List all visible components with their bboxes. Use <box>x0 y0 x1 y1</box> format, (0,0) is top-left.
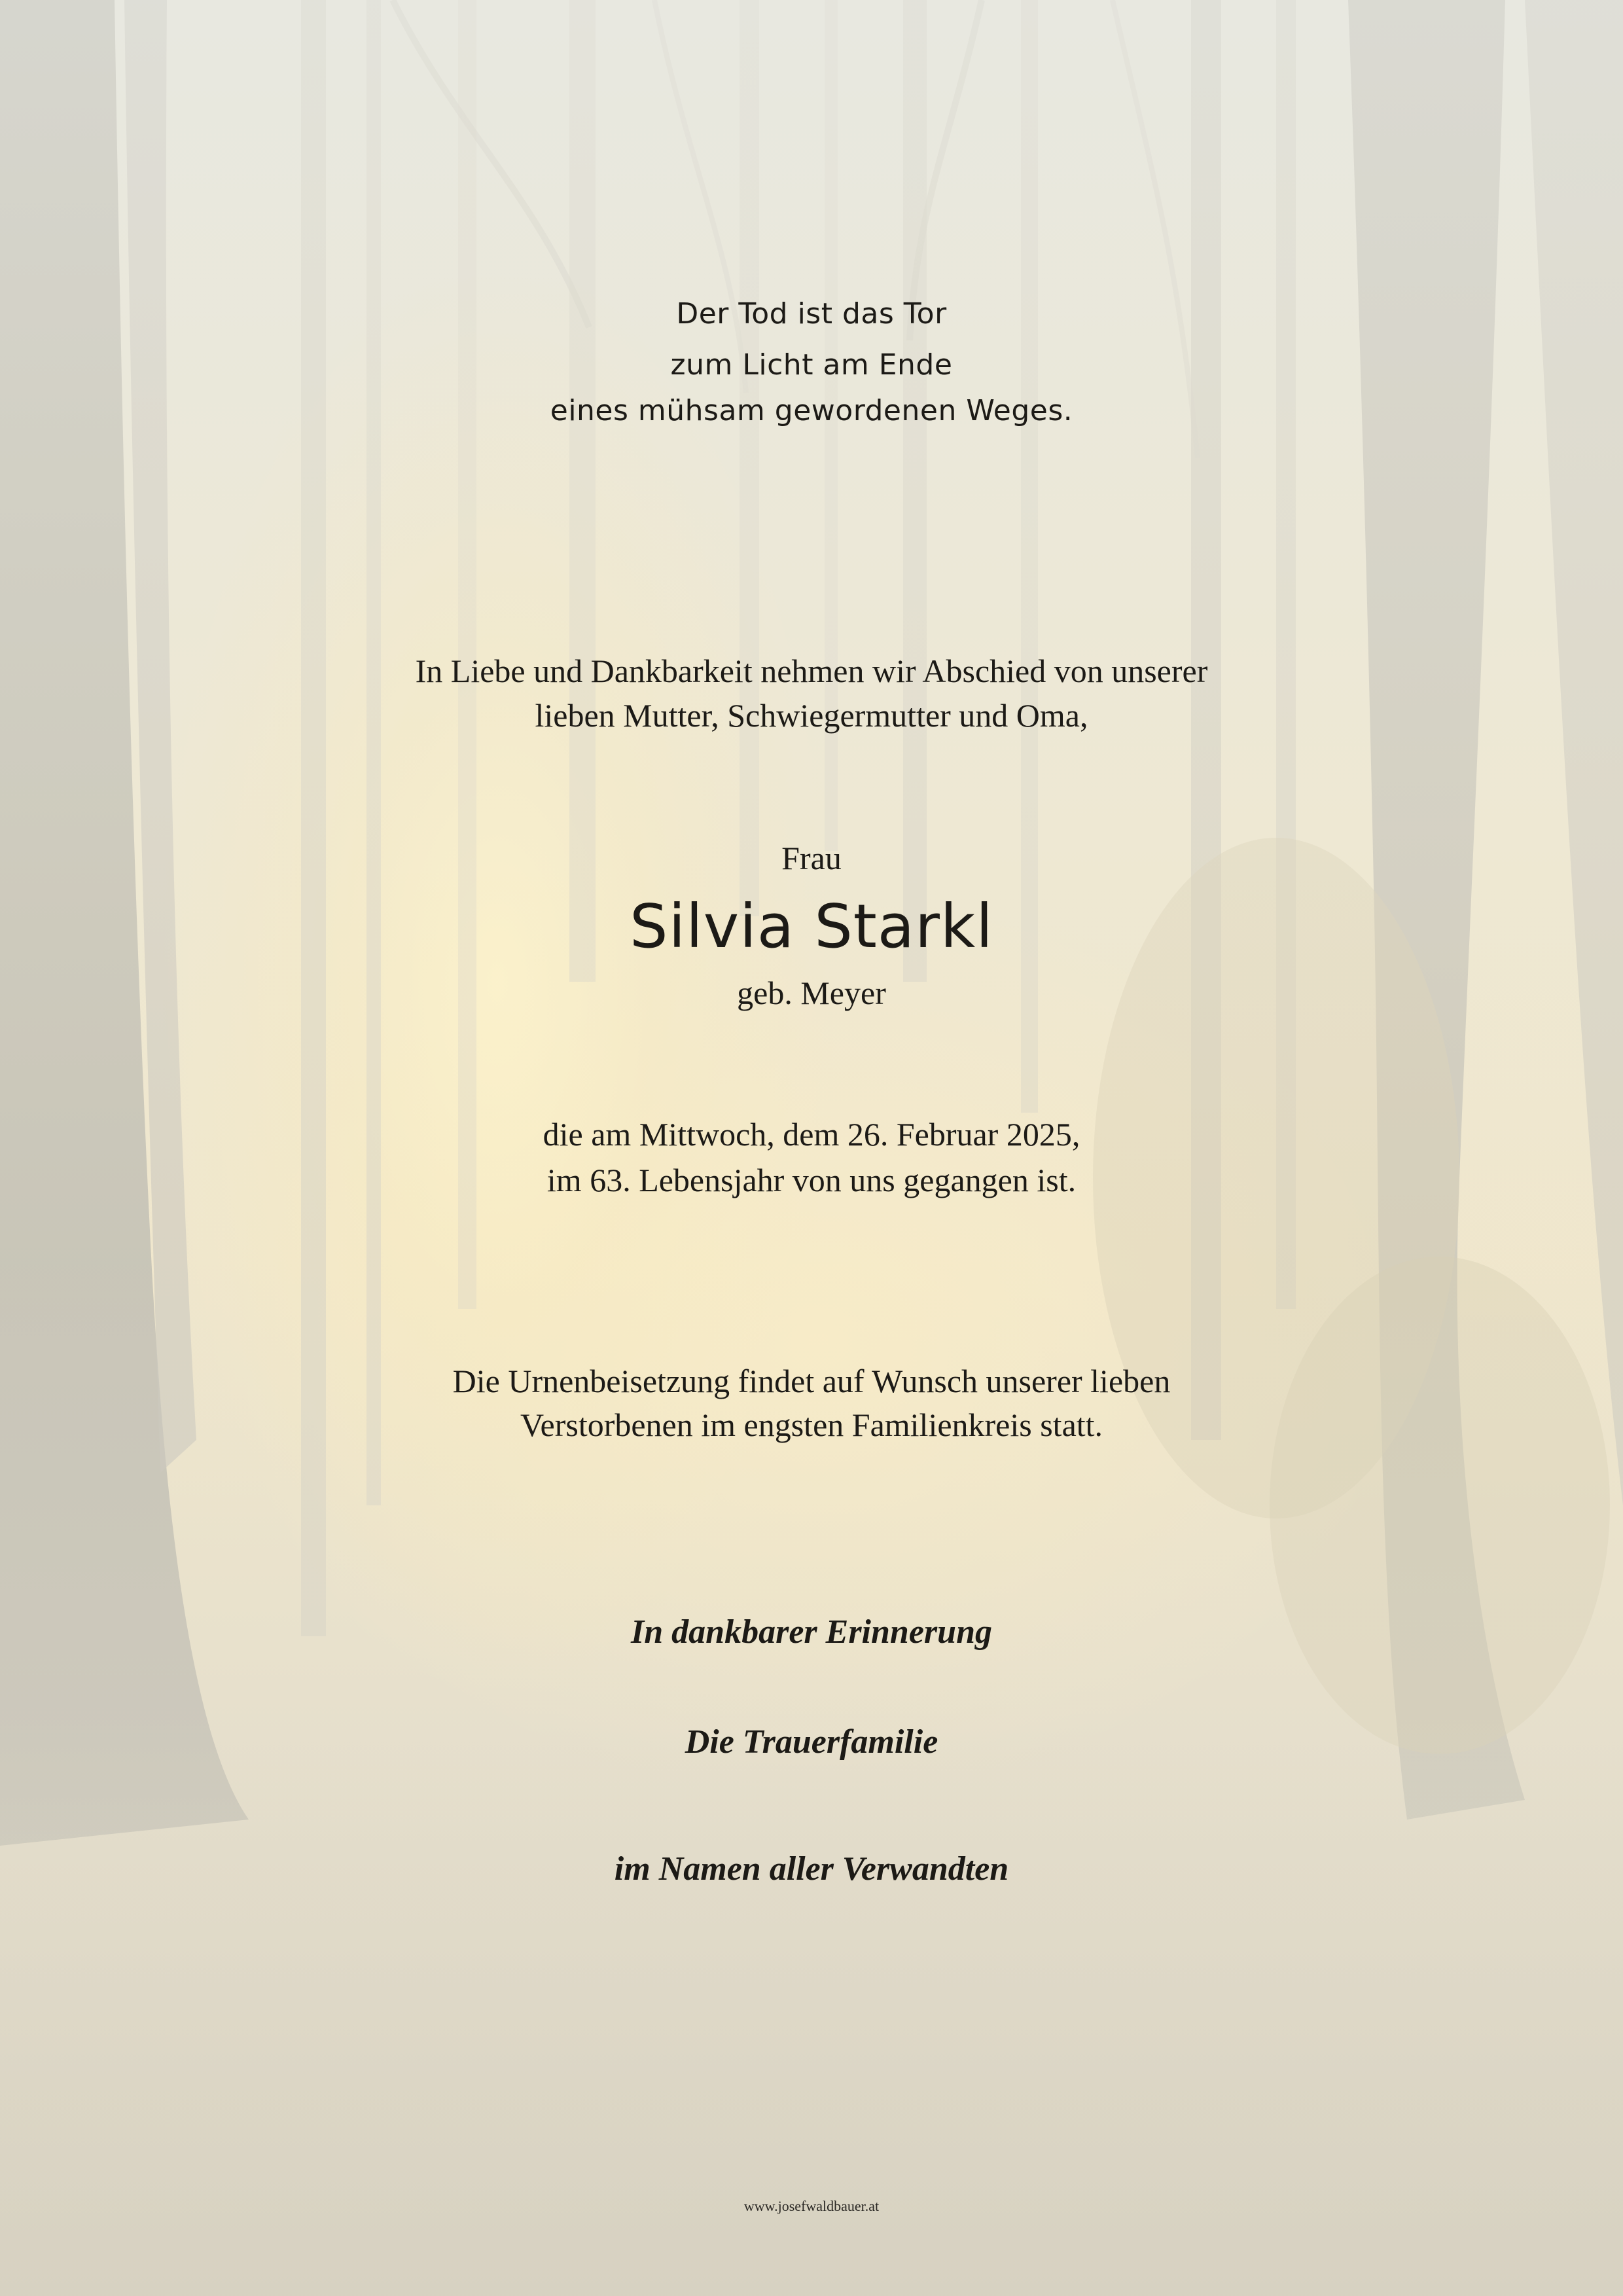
intro-line-1: In Liebe und Dankbarkeit nehmen wir Abschied von unserer <box>415 653 1208 689</box>
death-notice-line-2: im 63. Lebensjahr von uns gegangen ist. <box>546 1162 1077 1198</box>
motto-line-2: zum Licht am Ende <box>670 348 953 382</box>
burial-line-2: Verstorbenen im engsten Familienkreis statt. <box>520 1407 1103 1443</box>
closing-remembrance: In dankbarer Erinnerung <box>631 1613 992 1651</box>
burial-line-1: Die Urnenbeisetzung findet auf Wunsch unserer lieben <box>452 1363 1171 1399</box>
motto-line-3: eines mühsam gewordenen Weges. <box>550 394 1073 427</box>
maiden-name: geb. Meyer <box>737 975 886 1011</box>
closing-family: Die Trauerfamilie <box>685 1723 938 1761</box>
closing-relatives: im Namen aller Verwandten <box>614 1850 1009 1888</box>
death-notice-line-1: die am Mittwoch, dem 26. Februar 2025, <box>543 1116 1080 1153</box>
footer-website: www.josefwaldbauer.at <box>743 2198 880 2214</box>
intro-line-2: lieben Mutter, Schwiegermutter und Oma, <box>535 697 1088 734</box>
deceased-name: Silvia Starkl <box>630 891 993 961</box>
motto-line-1: Der Tod ist das Tor <box>676 297 947 331</box>
salutation: Frau <box>781 840 842 876</box>
